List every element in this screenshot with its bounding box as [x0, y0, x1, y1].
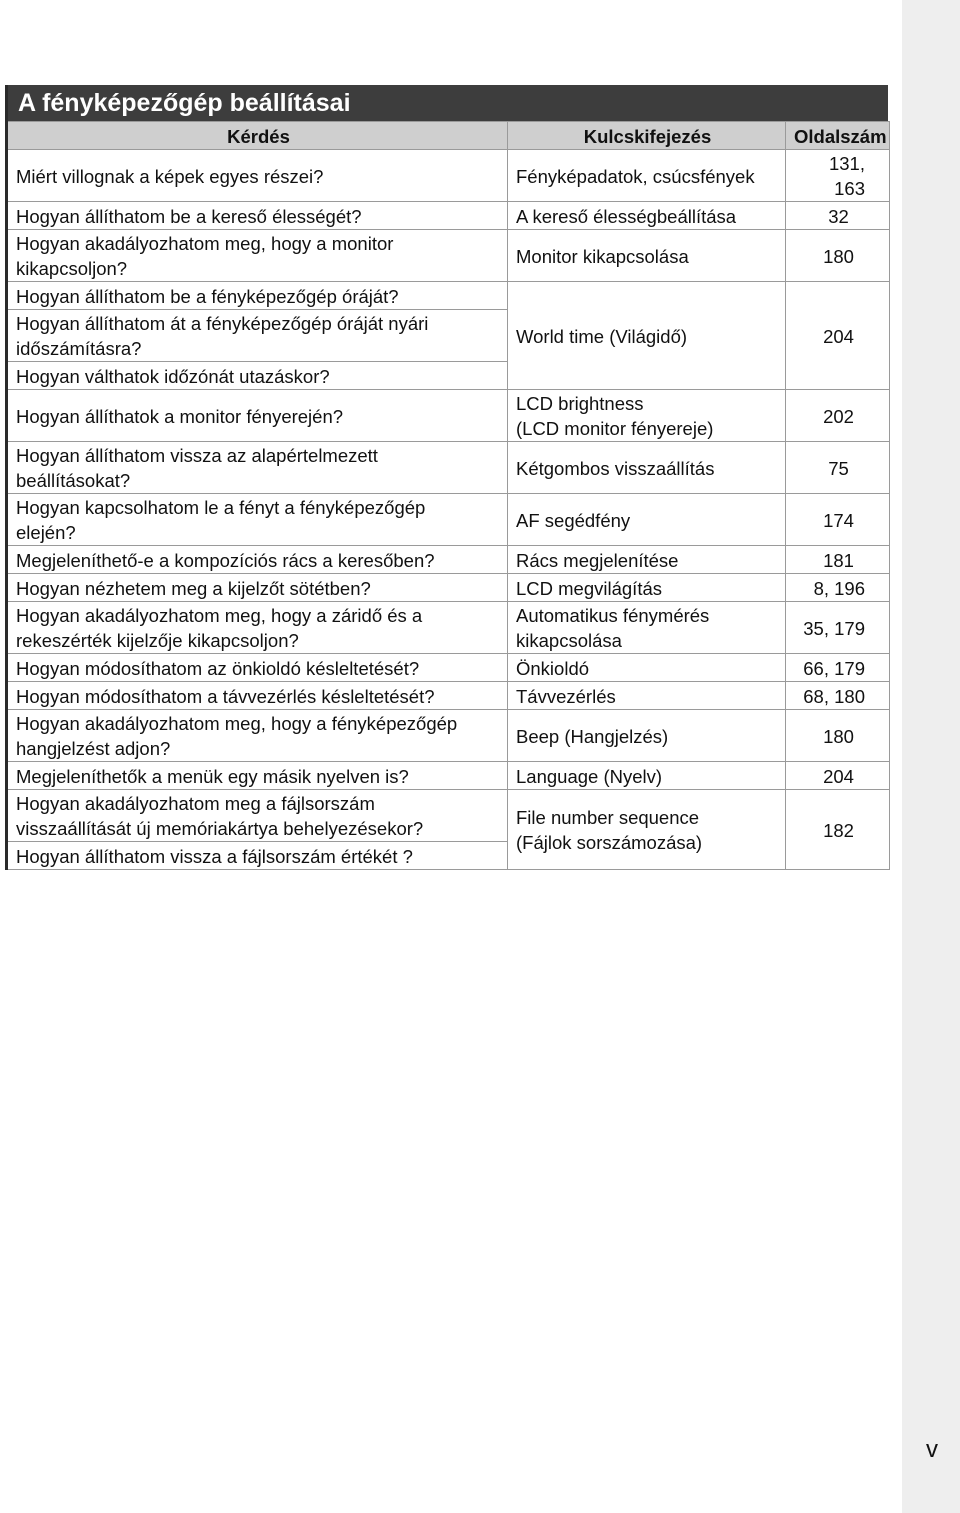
- question-cell: [7, 602, 508, 654]
- keyword-cell: [508, 390, 786, 442]
- column-header-keyword: Kulcskifejezés: [508, 122, 786, 150]
- table-row: [7, 790, 890, 842]
- page-ref-cell: 181: [786, 546, 890, 574]
- question-line: beállításokat?: [16, 470, 131, 491]
- question-cell: [7, 494, 508, 546]
- question-line: rekeszérték kijelzője kikapcsoljon?: [16, 630, 299, 651]
- question-line: Hogyan állíthatom be a fényképezőgép óráját?: [16, 285, 399, 307]
- question-line: Hogyan állíthatom vissza az alapértelmezett: [16, 445, 378, 466]
- table-header-row: [7, 122, 890, 150]
- keyword-cell: [508, 150, 786, 202]
- keyword-line: AF segédfény: [516, 509, 631, 531]
- table-row: [7, 762, 890, 790]
- question-line: Megjeleníthető-e a kompozíciós rács a keresőben?: [16, 549, 435, 571]
- keyword-line: Language (Nyelv): [516, 765, 663, 787]
- page-side-strip: [902, 0, 960, 1513]
- page-ref-cell: 180: [786, 710, 890, 762]
- keyword-cell: [508, 546, 786, 574]
- keyword-cell: [508, 682, 786, 710]
- question-line: Hogyan akadályozhatom meg, hogy a monitor: [16, 233, 394, 254]
- question-cell: [7, 546, 508, 574]
- question-line: kikapcsoljon?: [16, 258, 128, 279]
- question-cell: [7, 150, 508, 202]
- question-line: Miért villognak a képek egyes részei?: [16, 165, 324, 187]
- column-header-question: Kérdés: [7, 122, 508, 150]
- question-cell: [7, 842, 508, 870]
- table-row: [7, 390, 890, 442]
- question-line: Megjeleníthetők a menük egy másik nyelven is?: [16, 765, 409, 787]
- keyword-line: Távvezérlés: [516, 685, 616, 707]
- question-line: Hogyan akadályozhatom meg, hogy a fényképezőgép: [16, 713, 458, 734]
- question-line: időszámításra?: [16, 338, 142, 359]
- question-cell: [7, 574, 508, 602]
- question-line: Hogyan állíthatom át a fényképezőgép óráját nyári: [16, 313, 429, 334]
- keyword-line: kikapcsolása: [516, 630, 622, 651]
- question-line: Hogyan akadályozhatom meg, hogy a záridő és a: [16, 605, 423, 626]
- keyword-cell: [508, 442, 786, 494]
- table-row: [7, 574, 890, 602]
- table-row: [7, 682, 890, 710]
- keyword-cell: [508, 282, 786, 390]
- settings-section: [5, 85, 888, 870]
- question-cell: [7, 790, 508, 842]
- question-line: hangjelzést adjon?: [16, 738, 171, 759]
- keyword-line: Automatikus fénymérés: [516, 605, 710, 626]
- question-line: Hogyan módosíthatom az önkioldó késleltetését?: [16, 657, 420, 679]
- keyword-cell: [508, 790, 786, 870]
- question-cell: [7, 654, 508, 682]
- question-line: Hogyan állíthatom be a kereső élességét?: [16, 205, 362, 227]
- keyword-cell: [508, 494, 786, 546]
- keyword-line: LCD megvilágítás: [516, 577, 663, 599]
- question-line: Hogyan válthatok időzónát utazáskor?: [16, 365, 330, 387]
- keyword-cell: [508, 230, 786, 282]
- page-ref-cell: 68, 180: [786, 682, 890, 710]
- question-line: Hogyan kapcsolhatom le a fényt a fényképezőgép: [16, 497, 426, 518]
- question-cell: [7, 762, 508, 790]
- question-line: Hogyan akadályozhatom meg a fájlsorszám: [16, 793, 375, 814]
- page-ref-cell: 75: [786, 442, 890, 494]
- keyword-cell: [508, 654, 786, 682]
- question-line: Hogyan módosíthatom a távvezérlés késleltetését?: [16, 685, 435, 707]
- keyword-cell: [508, 574, 786, 602]
- column-header-page: Oldalszám: [786, 122, 890, 150]
- question-line: Hogyan állíthatok a monitor fényerején?: [16, 405, 344, 427]
- keyword-line: World time (Világidő): [516, 325, 688, 347]
- question-cell: [7, 310, 508, 362]
- page-ref-cell: 180: [786, 230, 890, 282]
- question-cell: [7, 682, 508, 710]
- keyword-line: File number sequence: [516, 807, 700, 828]
- table-row: [7, 230, 890, 282]
- section-title: A fényképezőgép beállításai: [5, 85, 888, 121]
- table-row: [7, 494, 890, 546]
- keyword-cell: [508, 602, 786, 654]
- page-ref-cell: 66, 179: [786, 654, 890, 682]
- keyword-line: (Fájlok sorszámozása): [516, 832, 703, 853]
- question-line: visszaállítását új memóriakártya behelyezésekor?: [16, 818, 424, 839]
- question-cell: [7, 282, 508, 310]
- page-ref-cell: 35, 179: [786, 602, 890, 654]
- question-cell: [7, 442, 508, 494]
- question-line: Hogyan állíthatom vissza a fájlsorszám értékét ?: [16, 845, 413, 867]
- page-ref-cell: 174: [786, 494, 890, 546]
- keyword-line: Önkioldó: [516, 657, 590, 679]
- table-row: [7, 546, 890, 574]
- question-cell: [7, 390, 508, 442]
- table-row: [7, 202, 890, 230]
- page-ref-cell: 204: [786, 282, 890, 390]
- page-number: v: [926, 1436, 938, 1463]
- table-row: [7, 442, 890, 494]
- keyword-line: Rács megjelenítése: [516, 549, 679, 571]
- faq-table: [5, 121, 890, 870]
- question-cell: [7, 202, 508, 230]
- keyword-line: Beep (Hangjelzés): [516, 725, 669, 747]
- page-ref-cell: 202: [786, 390, 890, 442]
- keyword-line: Fényképadatok, csúcsfények: [516, 165, 755, 187]
- question-cell: [7, 230, 508, 282]
- question-line: elején?: [16, 522, 76, 543]
- keyword-cell: [508, 202, 786, 230]
- page-ref-cell: 204: [786, 762, 890, 790]
- question-cell: [7, 362, 508, 390]
- keyword-line: Kétgombos visszaállítás: [516, 457, 715, 479]
- keyword-line: LCD brightness: [516, 393, 644, 414]
- keyword-cell: [508, 710, 786, 762]
- question-line: Hogyan nézhetem meg a kijelzőt sötétben?: [16, 577, 371, 599]
- page-ref-cell: 8, 196: [786, 574, 890, 602]
- page-ref-cell: 131, 163: [786, 150, 890, 202]
- keyword-line: Monitor kikapcsolása: [516, 245, 689, 267]
- question-cell: [7, 710, 508, 762]
- table-row: [7, 282, 890, 310]
- keyword-line: A kereső élességbeállítása: [516, 205, 737, 227]
- table-row: [7, 150, 890, 202]
- keyword-line: (LCD monitor fényereje): [516, 418, 714, 439]
- table-row: [7, 602, 890, 654]
- page-ref-cell: 32: [786, 202, 890, 230]
- table-row: [7, 654, 890, 682]
- table-row: [7, 710, 890, 762]
- page-ref-cell: 182: [786, 790, 890, 870]
- keyword-cell: [508, 762, 786, 790]
